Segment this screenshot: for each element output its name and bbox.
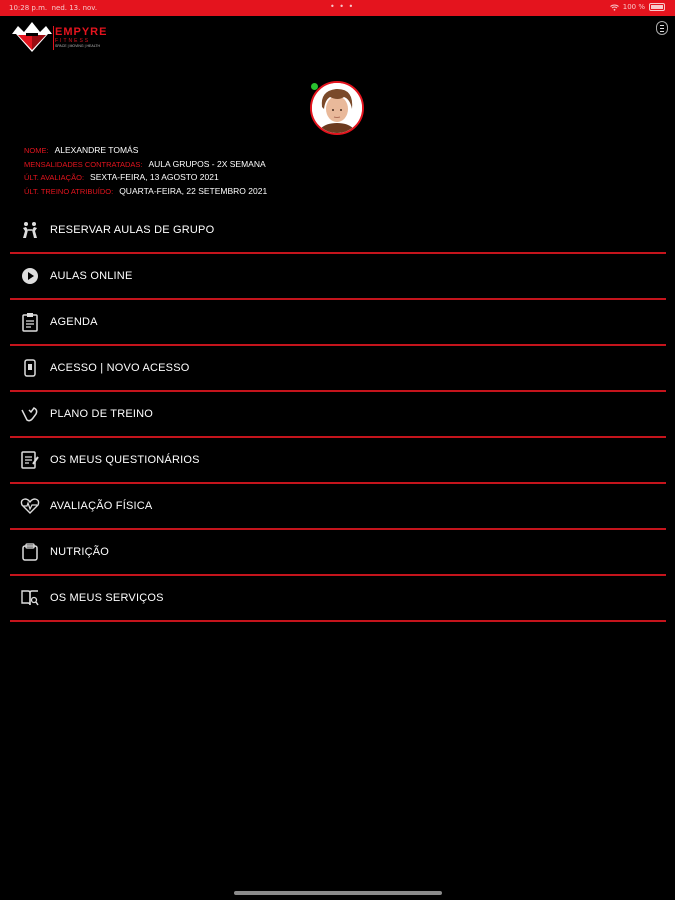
battery-percent: 100 % <box>622 3 645 11</box>
play-icon <box>20 266 40 286</box>
menu-item-training-plan[interactable] <box>10 392 666 438</box>
menu-item-label: ACESSO | NOVO ACESSO <box>50 362 190 374</box>
home-indicator[interactable] <box>234 891 442 895</box>
menu-item-agenda[interactable] <box>10 300 666 346</box>
menu-item-label: NUTRIÇÃO <box>50 546 110 558</box>
menu-item-nutrition[interactable] <box>10 530 666 576</box>
status-time: 10:28 p.m. ned. 13. nov. <box>9 4 98 12</box>
access-card-icon <box>20 358 40 378</box>
menu-item-label: AULAS ONLINE <box>50 270 133 282</box>
wifi-icon <box>610 4 619 11</box>
heart-rate-icon <box>20 496 40 516</box>
menu-item-label: RESERVAR AULAS DE GRUPO <box>50 224 215 236</box>
workout-arm-icon <box>20 404 40 424</box>
status-bar <box>0 0 675 16</box>
battery-icon <box>649 3 665 11</box>
menu-item-label: PLANO DE TREINO <box>50 408 154 420</box>
brand-name: EMPYRE <box>55 26 108 38</box>
profile-info <box>24 145 267 199</box>
clipboard-icon <box>20 312 40 332</box>
menu-item-group-classes[interactable] <box>10 208 666 254</box>
menu-item-label: OS MEUS QUESTIONÁRIOS <box>50 454 200 466</box>
brand-tagline: SPACE | MOVING | HEALTH <box>55 44 101 48</box>
menu-item-label: AVALIAÇÃO FÍSICA <box>50 500 153 512</box>
menu-item-questionnaires[interactable] <box>10 438 666 484</box>
multitask-dots[interactable]: • • • <box>330 2 355 11</box>
menu-item-physical-evaluation[interactable] <box>10 484 666 530</box>
group-class-icon <box>20 220 40 240</box>
menu-item-access[interactable] <box>10 346 666 392</box>
avatar-face-icon <box>312 83 362 133</box>
profile-row-last-workout: ÚLT. TREINO ATRIBUÍDO: QUARTA-FEIRA, 22 SETEMBRO 2021 <box>24 185 268 196</box>
profile-row-name: NOME: ALEXANDRE TOMÁS <box>24 145 139 155</box>
brand-wordmark <box>55 27 107 49</box>
avatar[interactable] <box>310 81 364 135</box>
menu-icon[interactable] <box>656 21 668 35</box>
services-book-icon <box>20 588 40 608</box>
menu-item-label: AGENDA <box>50 316 98 328</box>
profile-row-membership: MENSALIDADES CONTRATADAS: AULA GRUPOS - 2X SEMANA <box>24 158 266 169</box>
menu-item-label: OS MEUS SERVIÇOS <box>50 592 164 604</box>
main-menu <box>10 208 666 622</box>
brand-sub: FITNESS <box>55 38 91 44</box>
online-status-dot <box>311 83 318 90</box>
menu-item-online-classes[interactable] <box>10 254 666 300</box>
questionnaire-icon <box>20 450 40 470</box>
profile-row-last-evaluation: ÚLT. AVALIAÇÃO: SEXTA-FEIRA, 13 AGOSTO 2021 <box>24 172 219 182</box>
menu-item-my-services[interactable] <box>10 576 666 622</box>
nutrition-icon <box>20 542 40 562</box>
